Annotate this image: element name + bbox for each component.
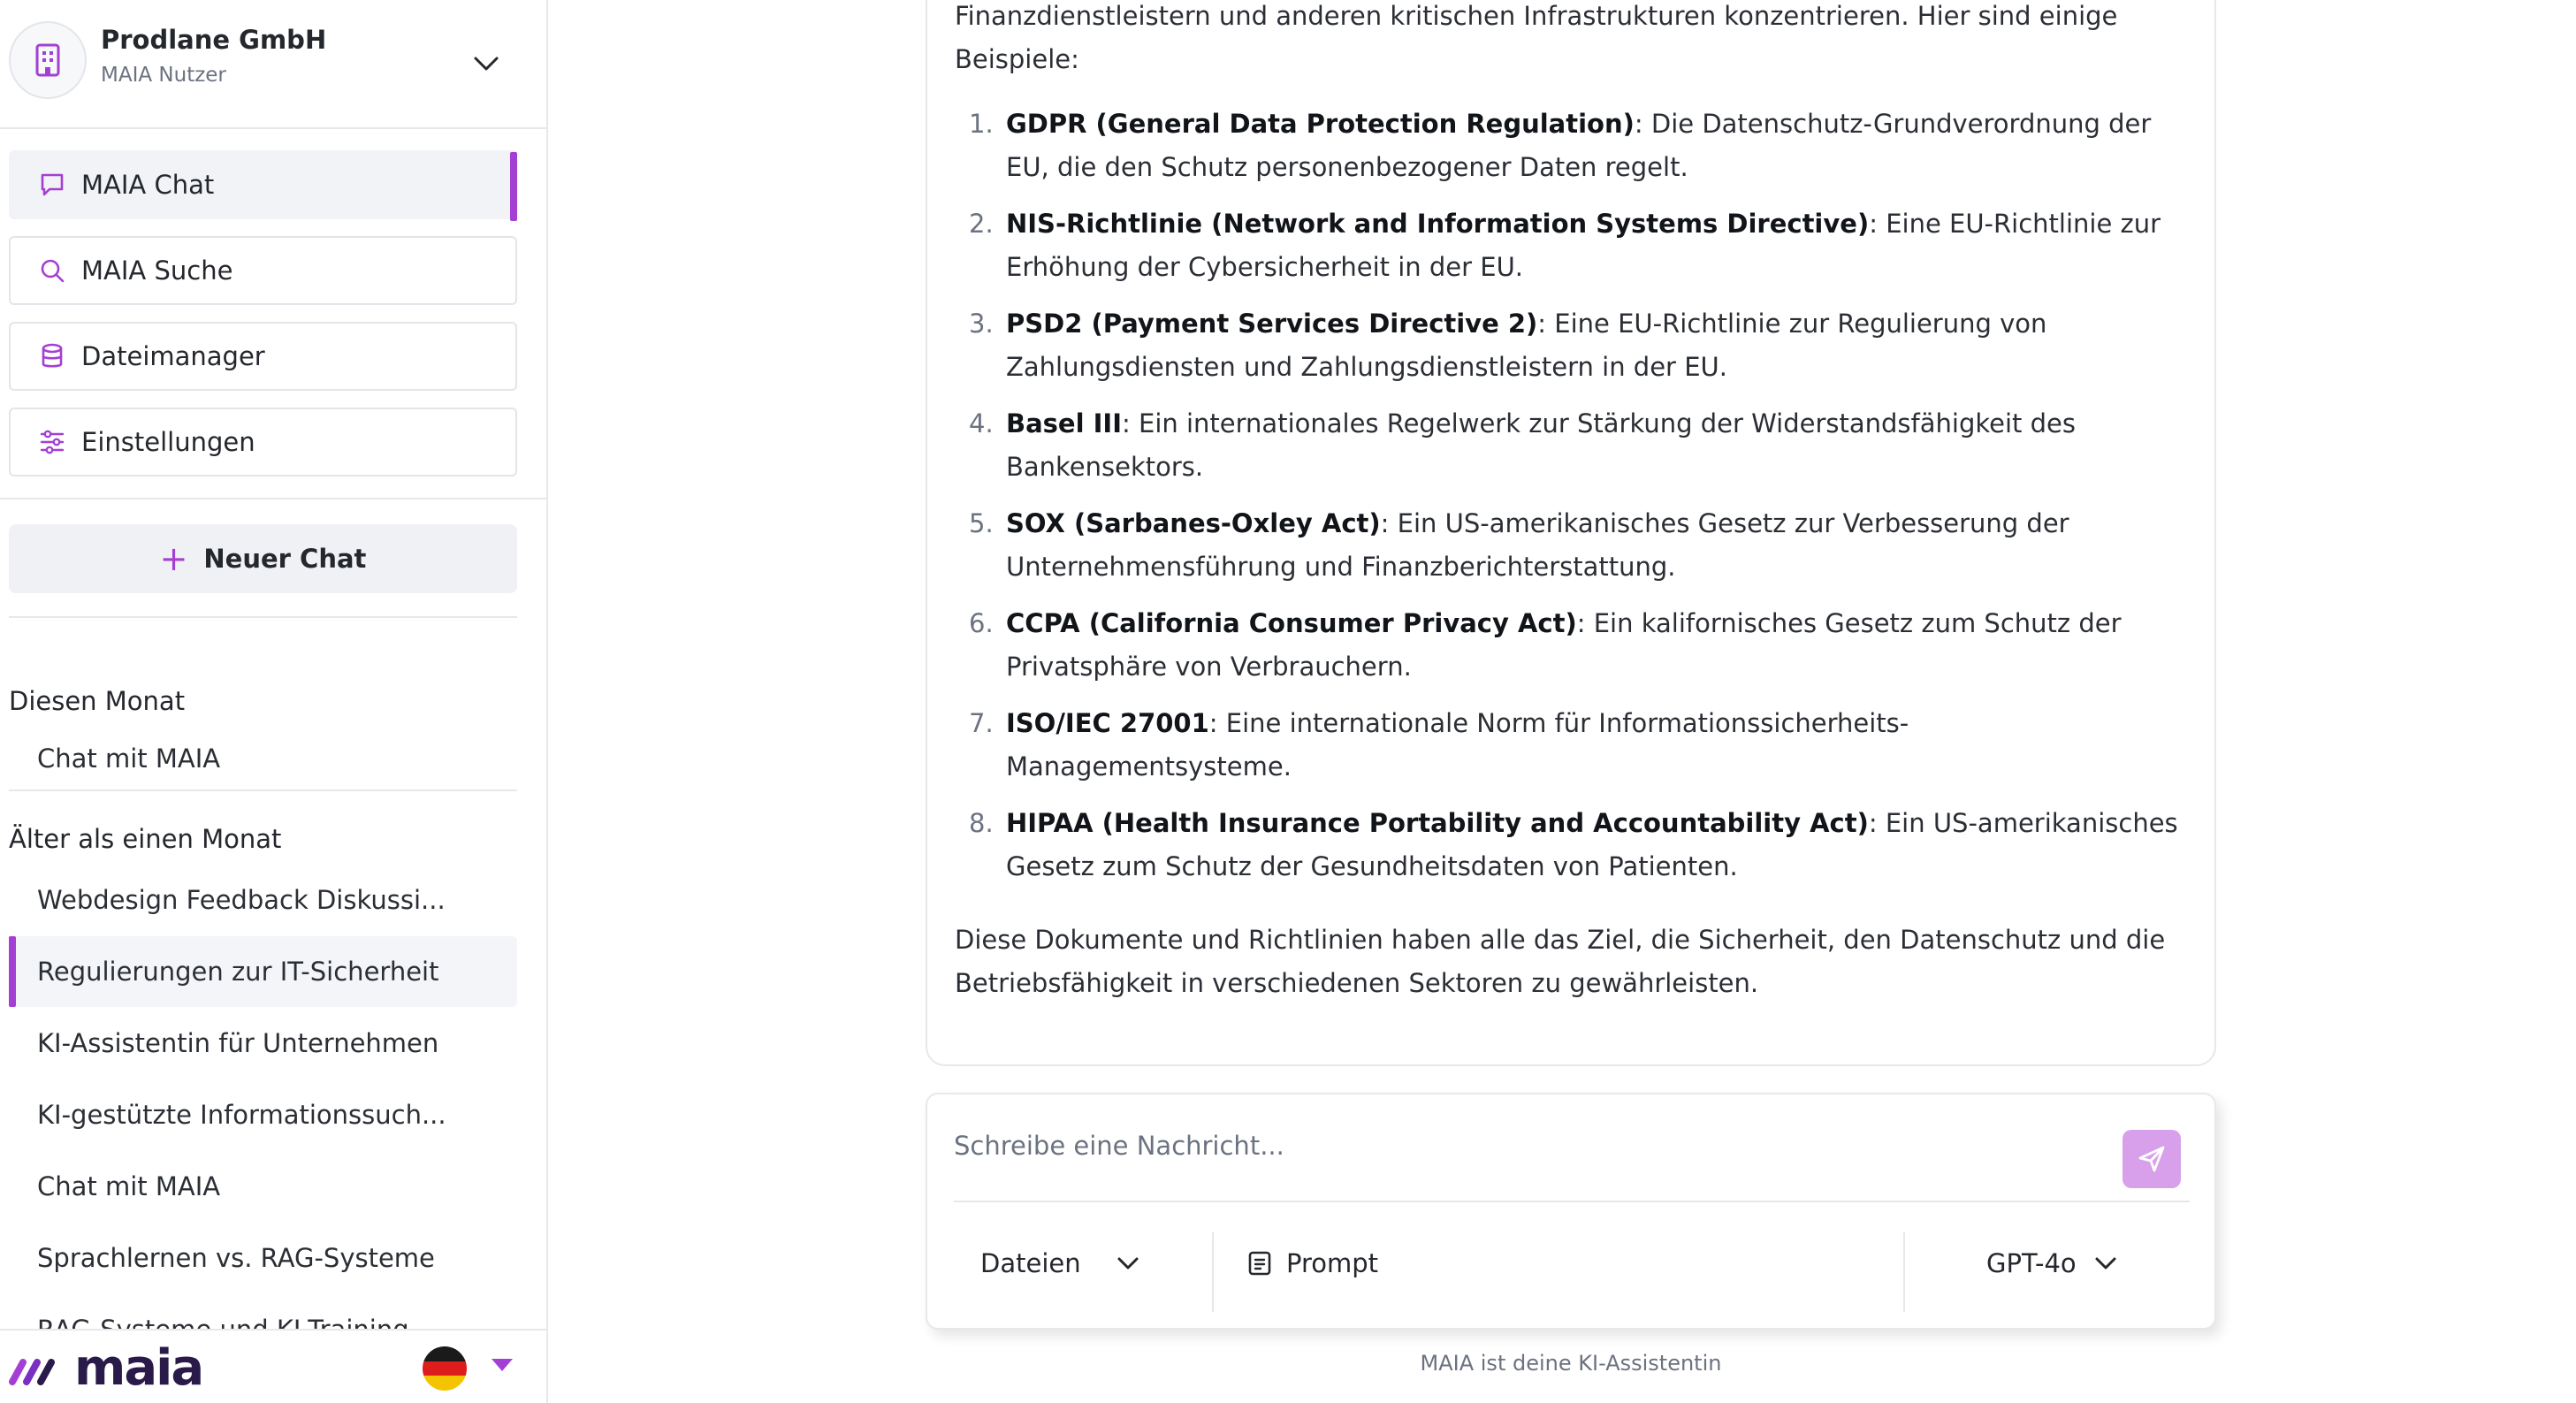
list-item — [955, 103, 2192, 189]
chevron-down-icon — [1117, 1256, 1139, 1270]
list-item — [955, 802, 2192, 888]
sidebar-footer — [0, 1329, 546, 1403]
history-group-title: Diesen Monat — [9, 686, 186, 716]
list-item — [955, 502, 2192, 589]
item-title: SOX (Sarbanes-Oxley Act) — [1006, 508, 1381, 538]
nav-item-label: MAIA Chat — [81, 170, 215, 200]
history-item[interactable]: KI-Assistentin für Unternehmen — [37, 1028, 439, 1058]
chat-bubble-icon — [37, 170, 67, 200]
search-icon — [37, 255, 67, 286]
files-label: Dateien — [980, 1248, 1081, 1278]
model-label: GPT-4o — [1986, 1248, 2077, 1278]
history-item[interactable]: Webdesign Feedback Diskussi... — [37, 885, 446, 915]
list-number: 4. — [969, 408, 994, 438]
nav-item-label: Dateimanager — [81, 341, 265, 371]
message-input[interactable] — [954, 1119, 2103, 1172]
nav-item-dateimanager[interactable] — [9, 322, 517, 391]
divider — [9, 616, 517, 618]
item-title: NIS-Richtlinie (Network and Information Systems Directive) — [1006, 209, 1870, 239]
database-icon — [37, 341, 67, 371]
model-selector[interactable] — [1986, 1248, 2117, 1278]
list-item — [955, 302, 2192, 389]
logo-wordmark: maia — [74, 1338, 203, 1397]
divider — [1903, 1232, 1905, 1312]
item-text: : Eine internationale Norm für Informationssicherheits-Managementsysteme. — [1006, 708, 1909, 782]
item-text: : Ein kalifornisches Gesetz zum Schutz der Privatsphäre von Verbrauchern. — [1006, 608, 2122, 682]
list-number: 7. — [969, 708, 994, 738]
divider — [0, 498, 546, 499]
chevron-down-icon — [2094, 1256, 2117, 1270]
message-intro: Finanzdienstleistern und anderen kritischen Infrastrukturen konzentrieren. Hier sind einige Beispiele: — [955, 1, 2118, 74]
sliders-icon — [37, 427, 67, 457]
building-icon — [9, 21, 87, 99]
divider — [1212, 1232, 1214, 1312]
item-title: PSD2 (Payment Services Directive 2) — [1006, 309, 1538, 339]
history-item[interactable]: Chat mit MAIA — [37, 1171, 221, 1201]
send-icon — [2137, 1144, 2167, 1174]
history-group-title: Älter als einen Monat — [9, 824, 282, 854]
list-item — [955, 702, 2192, 789]
list-number: 5. — [969, 508, 994, 538]
new-chat-label: Neuer Chat — [203, 544, 367, 574]
chevron-down-icon[interactable] — [469, 46, 504, 81]
prompt-label: Prompt — [1286, 1248, 1379, 1278]
item-title: HIPAA (Health Insurance Portability and Accountability Act) — [1006, 808, 1869, 838]
message-composer — [926, 1093, 2216, 1330]
prompt-button[interactable] — [1247, 1248, 1378, 1278]
list-number: 2. — [969, 209, 994, 239]
organization-switcher[interactable] — [0, 0, 546, 129]
item-text: : Die Datenschutz-Grundverordnung der EU, die den Schutz personenbezogener Daten regelt. — [1006, 109, 2152, 182]
regulation-list — [955, 103, 2192, 888]
german-flag-icon[interactable] — [423, 1346, 467, 1391]
send-button[interactable] — [2123, 1130, 2181, 1188]
nav-item-einstellungen[interactable] — [9, 408, 517, 477]
list-number: 6. — [969, 608, 994, 638]
sidebar — [0, 0, 548, 1403]
footer-note: MAIA ist deine KI-Assistentin — [1420, 1351, 1722, 1376]
item-title: Basel III — [1006, 408, 1123, 438]
caret-down-icon[interactable] — [492, 1359, 513, 1371]
nav-item-maia-suche[interactable] — [9, 236, 517, 305]
divider — [954, 1201, 2190, 1202]
item-title: CCPA (California Consumer Privacy Act) — [1006, 608, 1577, 638]
history-item[interactable]: KI-gestützte Informationssuch... — [37, 1100, 446, 1130]
prompt-icon — [1247, 1250, 1272, 1277]
item-text: : Eine EU-Richtlinie zur Regulierung von Zahlungsdiensten und Zahlungsdienstleistern in der EU. — [1006, 309, 2047, 382]
message-outro: Diese Dokumente und Richtlinien haben alle das Ziel, die Sicherheit, den Datenschutz und die Betriebsfähigkeit in verschiedenen Sektoren zu gewährleisten. — [955, 925, 2166, 998]
item-text: : Eine EU-Richtlinie zur Erhöhung der Cybersicherheit in der EU. — [1006, 209, 2161, 282]
history-item[interactable]: Chat mit MAIA — [37, 743, 221, 774]
assistant-message — [955, 0, 2192, 1005]
item-title: ISO/IEC 27001 — [1006, 708, 1209, 738]
nav-item-maia-chat[interactable] — [9, 150, 517, 219]
list-item — [955, 202, 2192, 289]
item-text: : Ein internationales Regelwerk zur Stärkung der Widerstandsfähigkeit des Bankensektors. — [1006, 408, 2076, 482]
maia-logo — [9, 1338, 203, 1397]
nav-item-label: MAIA Suche — [81, 255, 233, 286]
list-item — [955, 402, 2192, 489]
list-number: 3. — [969, 309, 994, 339]
history-item-active[interactable]: Regulierungen zur IT-Sicherheit — [9, 936, 517, 1007]
list-number: 1. — [969, 109, 994, 139]
list-number: 8. — [969, 808, 994, 838]
files-dropdown[interactable] — [980, 1248, 1139, 1278]
item-title: GDPR (General Data Protection Regulation) — [1006, 109, 1635, 139]
organization-name: Prodlane GmbH — [101, 25, 327, 55]
list-item — [955, 602, 2192, 689]
divider — [9, 789, 517, 791]
item-text: : Ein US-amerikanisches Gesetz zur Verbesserung der Unternehmensführung und Finanzberichterstattung. — [1006, 508, 2069, 582]
plus-icon: + — [159, 539, 188, 578]
item-text: : Ein US-amerikanisches Gesetz zum Schutz der Gesundheitsdaten von Patienten. — [1006, 808, 2178, 881]
user-role: MAIA Nutzer — [101, 64, 226, 87]
history-item[interactable]: Sprachlernen vs. RAG-Systeme — [37, 1243, 435, 1273]
nav-item-label: Einstellungen — [81, 427, 255, 457]
new-chat-button[interactable] — [9, 524, 517, 593]
